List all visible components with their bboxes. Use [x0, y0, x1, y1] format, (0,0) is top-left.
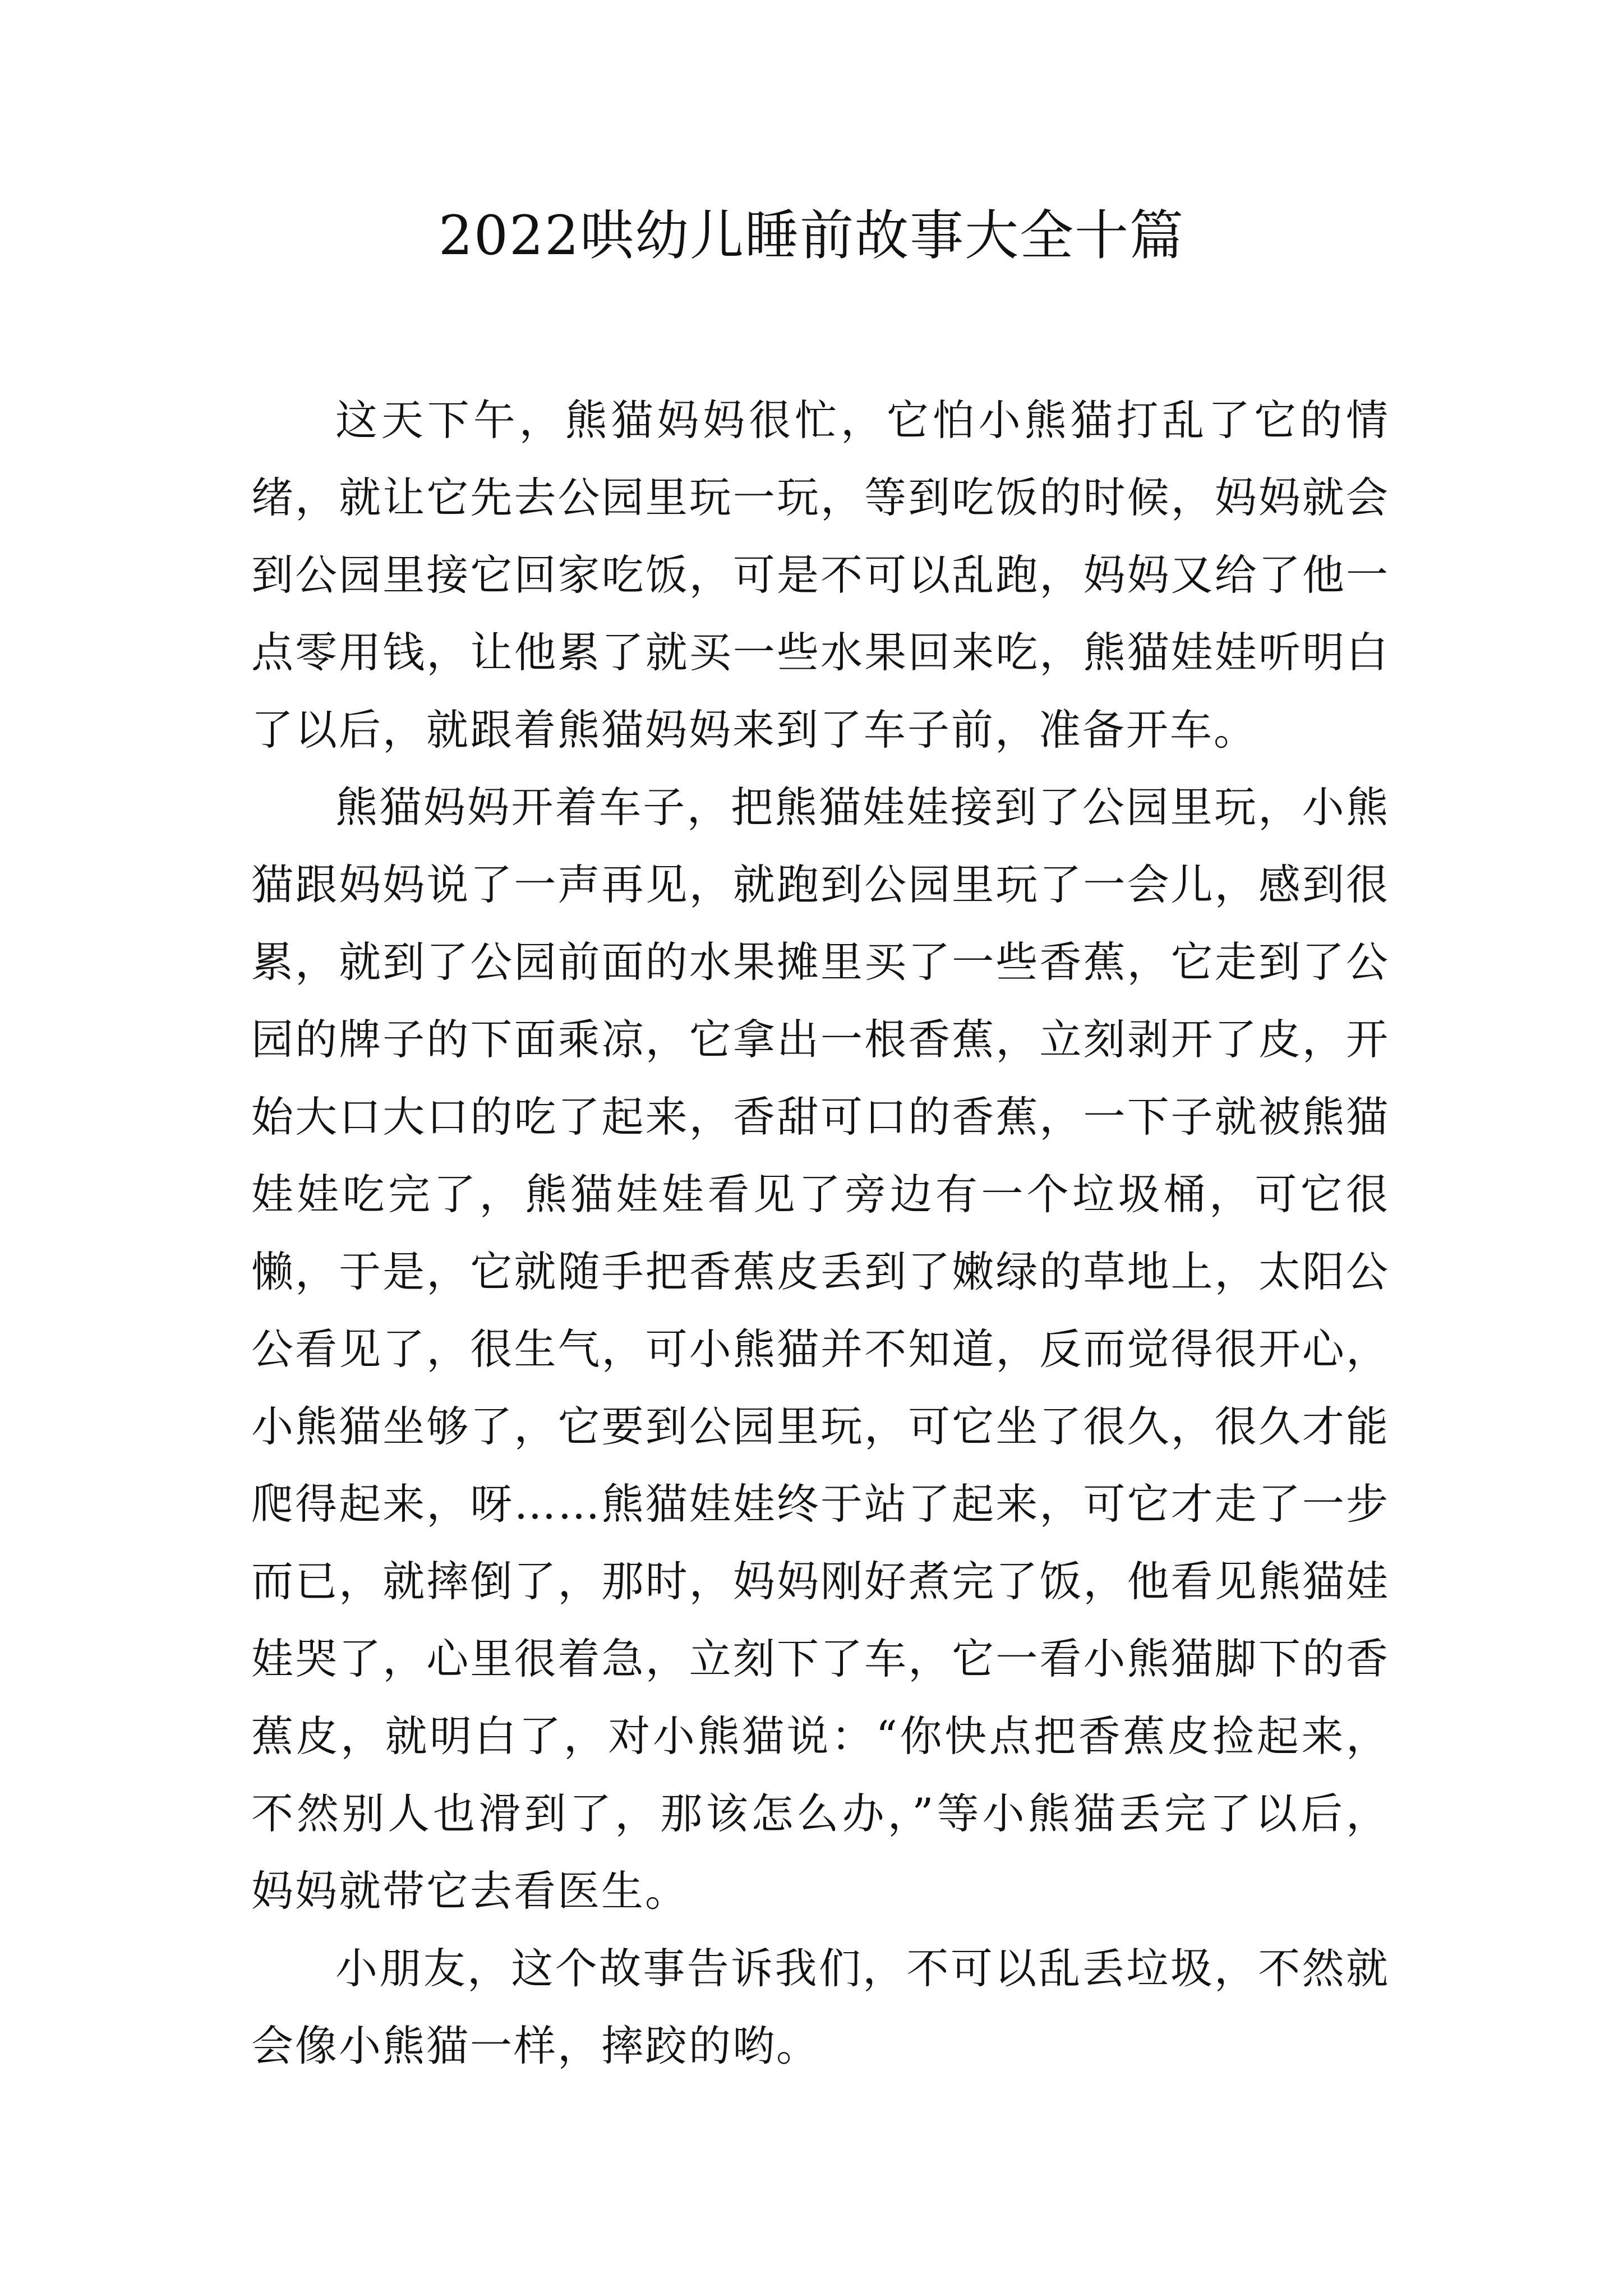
paragraph-1: 这天下午，熊猫妈妈很忙，它怕小熊猫打乱了它的情绪，就让它先去公园里玩一玩，等到吃饭的时候，妈妈就会到公园里接它回家吃饭，可是不可以乱跑，妈妈又给了他一点零用钱，让他累了就买一些水果回来吃，熊猫娃娃听明白了以后，就跟着熊猫妈妈来到了车子前，准备开车。: [251, 395, 1390, 754]
document-body: [251, 381, 1390, 2085]
paragraph-2: 熊猫妈妈开着车子，把熊猫娃娃接到了公园里玩，小熊猫跟妈妈说了一声再见，就跑到公园里玩了一会儿，感到很累，就到了公园前面的水果摊里买了一些香蕉，它走到了公园的牌子的下面乘凉，它拿出一根香蕉，立刻剥开了皮，开始大口大口的吃了起来，香甜可口的香蕉，一下子就被熊猫娃娃吃完了，熊猫娃娃看见了旁边有一个垃圾桶，可它很懒，于是，它就随手把香蕉皮丢到了嫩绿的草地上，太阳公公看见了，很生气，可小熊猫并不知道，反而觉得很开心，小熊猫坐够了，它要到公园里玩，可它坐了很久，很久才能爬得起来，呀……熊猫娃娃终于站了起来，可它才走了一步而已，就摔倒了，那时，妈妈刚好煮完了饭，他看见熊猫娃娃哭了，心里很着急，立刻下了车，它一看小熊猫脚下的香蕉皮，就明白了，对小熊猫说：“你快点把香蕉皮捡起来，不然别人也滑到了，那该怎么办，”等小熊猫丢完了以后，妈妈就带它去看医生。: [251, 783, 1390, 1916]
document-title: 2022哄幼儿睡前故事大全十篇: [438, 204, 1185, 267]
paragraph-3: 小朋友，这个故事告诉我们，不可以乱丢垃圾，不然就会像小熊猫一样，摔跤的哟。: [251, 1944, 1390, 2070]
